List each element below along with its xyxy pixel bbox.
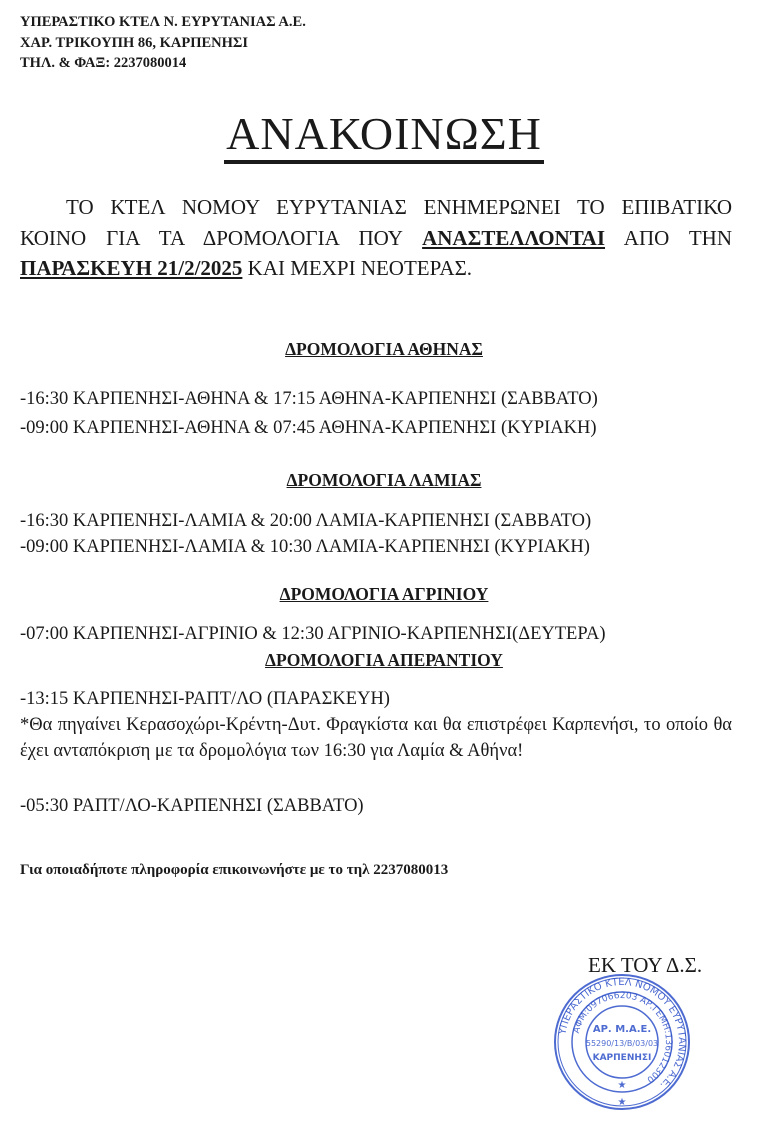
route-line: -05:30 ΡΑΠΤ/ΛΟ-ΚΑΡΠΕΝΗΣΙ (ΣΑΒΒΑΤΟ) bbox=[20, 796, 364, 816]
route-line: -09:00 ΚΑΡΠΕΝΗΣΙ-ΛΑΜΙΑ & 10:30 ΛΑΜΙΑ-ΚΑΡΠΕΝΗΣΙ (ΚΥΡΙΑΚΗ) bbox=[20, 537, 590, 557]
company-name: ΥΠΕΡΑΣΤΙΚΟ ΚΤΕΛ Ν. ΕΥΡΥΤΑΝΙΑΣ Α.Ε. bbox=[20, 14, 306, 30]
star-icon: ★ bbox=[617, 1080, 627, 1091]
route-line: -13:15 ΚΑΡΠΕΝΗΣΙ-ΡΑΠΤ/ΛΟ (ΠΑΡΑΣΚΕΥΗ) bbox=[20, 689, 390, 709]
stamp-line2: 55290/13/Β/03/03 bbox=[585, 1039, 659, 1048]
route-line: -09:00 ΚΑΡΠΕΝΗΣΙ-ΑΘΗΝΑ & 07:45 ΑΘΗΝΑ-ΚΑΡΠΕΝΗΣΙ (ΚΥΡΙΑΚΗ) bbox=[20, 418, 597, 438]
intro-paragraph: ΤΟ ΚΤΕΛ ΝΟΜΟΥ ΕΥΡΥΤΑΝΙΑΣ ΕΝΗΜΕΡΩΝΕΙ ΤΟ ΕΠΙΒΑΤΙΚΟ ΚΟΙΝΟ ΓΙΑ ΤΑ ΔΡΟΜΟΛΟΓΙΑ ΠΟΥ ΑΝΑΣΤΕΛΛΟΝΤΑΙ ΑΠΟ ΤΗΝ ΠΑΡΑΣΚΕΥΗ 21/2/2025 ΚΑΙ ΜΕΧΡΙ ΝΕΟΤΕΡΑΣ. bbox=[20, 195, 732, 280]
signature-label: ΕΚ ΤΟΥ Δ.Σ. bbox=[588, 953, 703, 977]
route-line: -16:30 ΚΑΡΠΕΝΗΣΙ-ΑΘΗΝΑ & 17:15 ΑΘΗΝΑ-ΚΑΡΠΕΝΗΣΙ (ΣΑΒΒΑΤΟ) bbox=[20, 389, 598, 409]
route-note: *Θα πηγαίνει Κερασοχώρι-Κρέντη-Δυτ. Φραγκίστα και θα επιστρέφει Καρπενήσι, το οποίο θα έχει ανταπόκριση με τα δρομολόγια των 16:30 για Λαμία & Αθήνα! bbox=[20, 715, 732, 761]
route-line: -07:00 ΚΑΡΠΕΝΗΣΙ-ΑΓΡΙΝΙΟ & 12:30 ΑΓΡΙΝΙΟ-ΚΑΡΠΕΝΗΣΙ(ΔΕΥΤΕΡΑ) bbox=[20, 624, 606, 644]
section-heading-aperantia: ΔΡΟΜΟΛΟΓΙΑ ΑΠΕΡΑΝΤΙΟΥ bbox=[265, 650, 503, 670]
star-icon: ★ bbox=[617, 1097, 627, 1108]
stamp-middle-text: ΑΦΜ:097066203 ΑΡ.ΓΕΜΗ:136012300 bbox=[571, 990, 674, 1085]
section-heading-lamia: ΔΡΟΜΟΛΟΓΙΑ ΛΑΜΙΑΣ bbox=[286, 470, 482, 490]
company-phone: ΤΗΛ. & ΦΑΞ: 2237080014 bbox=[20, 55, 187, 71]
section-heading-agrinio: ΔΡΟΜΟΛΟΓΙΑ ΑΓΡΙΝΙΟΥ bbox=[279, 584, 489, 604]
stamp-line3: ΚΑΡΠΕΝΗΣΙ bbox=[592, 1053, 652, 1063]
company-stamp bbox=[552, 972, 692, 1112]
route-line: -16:30 ΚΑΡΠΕΝΗΣΙ-ΛΑΜΙΑ & 20:00 ΛΑΜΙΑ-ΚΑΡΠΕΝΗΣΙ (ΣΑΒΒΑΤΟ) bbox=[20, 511, 592, 531]
page-title: ΑΝΑΚΟΙΝΩΣΗ bbox=[0, 108, 768, 164]
stamp-line1: ΑΡ. Μ.Α.Ε. bbox=[592, 1024, 652, 1035]
section-heading-athens: ΔΡΟΜΟΛΟΓΙΑ ΑΘΗΝΑΣ bbox=[285, 339, 483, 359]
stamp-outer-text: ΥΠΕΡΑΣΤΙΚΟ ΚΤΕΛ ΝΟΜΟΥ ΕΥΡΥΤΑΝΙΑΣ Α.Ε. bbox=[557, 976, 688, 1091]
contact-info: Για οποιαδήποτε πληροφορία επικοινωνήστε με το τηλ 2237080013 bbox=[20, 862, 449, 878]
company-address: ΧΑΡ. ΤΡΙΚΟΥΠΗ 86, ΚΑΡΠΕΝΗΣΙ bbox=[20, 35, 249, 51]
